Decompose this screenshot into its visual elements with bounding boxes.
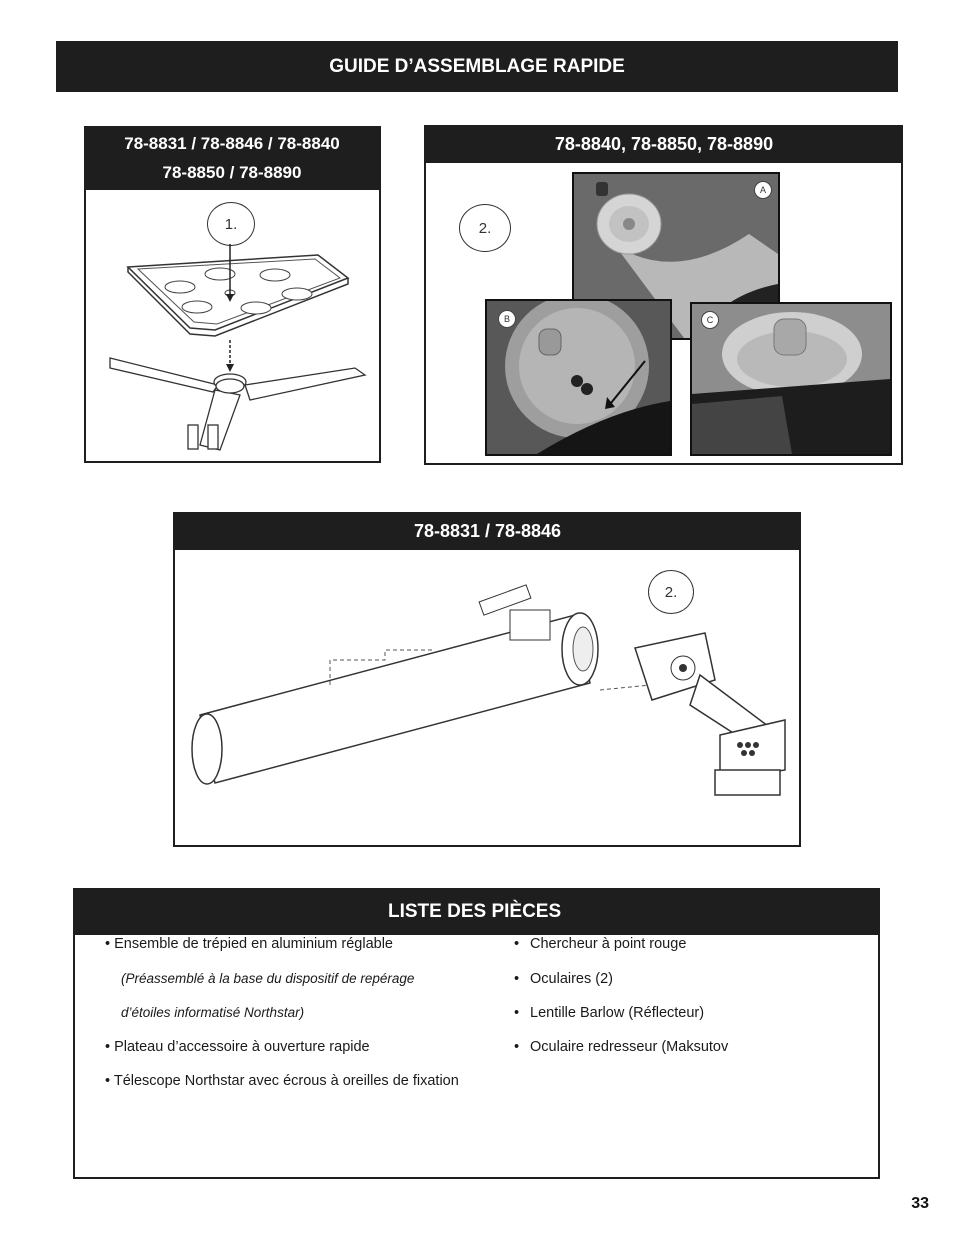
step-2-badge [459,204,511,252]
tray-hole [260,269,290,281]
reflector-panel-title: 78-8831 / 78-8846 [413,520,562,541]
parts-list-title: LISTE DES PIÈCES [388,900,562,922]
list-item: Oculaire redresseur (Maksutov [530,1039,729,1055]
mount-base [715,770,780,795]
list-bullet: • [514,1039,520,1055]
step-2-label: 2. [478,219,492,237]
page-number: 33 [911,1195,929,1212]
tray-hole [282,288,312,300]
tray-hole [182,301,212,313]
list-bullet: • [514,971,520,987]
mount-panel-title: 78-8840, 78-8850, 78-8890 [554,133,774,154]
list-item: Lentille Barlow (Réflecteur) [530,1005,705,1021]
parts-list-box [73,888,880,1179]
tray-illustration [100,240,372,455]
list-item-note: (Préassemblé à la base du dispositif de repérage [121,971,415,986]
step-1-label: 1. [224,215,238,233]
page-title: GUIDE D’ASSEMBLAGE RAPIDE [329,55,625,77]
tray-outline [128,255,348,330]
photo-b-tag: B [498,310,516,328]
photo-c-tag: C [701,311,719,329]
photo-b [485,299,672,456]
list-item: • Plateau d’accessoire à ouverture rapide [105,1039,370,1055]
step-2-reflector-label: 2. [664,583,678,601]
list-item: Oculaires (2) [530,971,613,987]
list-item: • Ensemble de trépied en aluminium réglable [105,936,393,952]
photo-c [690,302,892,456]
telescope-illustration [180,575,795,805]
tray-hole [241,302,271,314]
header-bar [56,41,898,92]
tray-panel-title-line1: 78-8831 / 78-8846 / 78-8840 [124,134,340,153]
tray-panel-title-line2: 78-8850 / 78-8890 [162,163,302,182]
list-item-note: d’étoiles informatisé Northstar) [121,1005,305,1020]
list-bullet: • [514,1005,520,1021]
photo-a-tag: A [754,181,772,199]
tray-hole [165,281,195,293]
list-bullet: • [514,936,520,952]
list-item: Chercheur à point rouge [530,936,687,952]
tripod-spreader [110,358,365,450]
list-item: • Télescope Northstar avec écrous à oreilles de fixation [105,1073,459,1089]
